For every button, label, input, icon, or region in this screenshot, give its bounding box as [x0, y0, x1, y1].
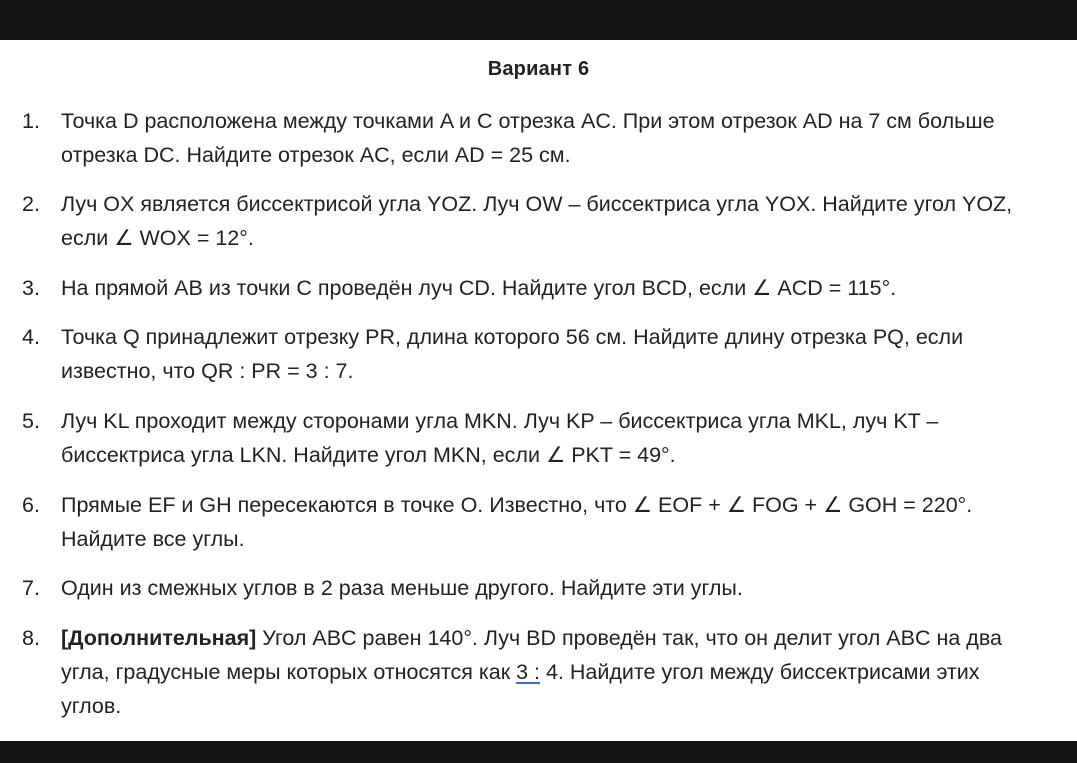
- task-line: Точка Q принадлежит отрезку PR, длина которого 56 см. Найдите длину отрезка PQ, если: [61, 325, 964, 349]
- task-text: [61, 404, 1062, 472]
- task-number: 4.: [22, 325, 40, 349]
- task-line: если ∠ WOX = 12°.: [61, 226, 254, 250]
- task-number: 1.: [22, 109, 40, 133]
- task-line: известно, что QR : PR = 3 : 7.: [61, 359, 354, 383]
- task-line: Один из смежных углов в 2 раза меньше другого. Найдите эти углы.: [61, 576, 743, 600]
- page-title: Вариант 6: [487, 58, 590, 80]
- task-line: отрезка DC. Найдите отрезок AC, если AD = 25 см.: [61, 143, 571, 167]
- task-text: [61, 621, 1062, 723]
- task-number: 3.: [22, 276, 40, 300]
- task-line: Прямые EF и GH пересекаются в точке O. Известно, что ∠ EOF + ∠ FOG + ∠ GOH = 220°.: [61, 493, 973, 517]
- underlined-ratio: 3 :: [516, 660, 540, 684]
- task-8: [22, 621, 1062, 723]
- task-line: Точка D расположена между точками A и C отрезка AC. При этом отрезок AD на 7 см больше: [61, 109, 995, 133]
- task-text: [61, 104, 1062, 172]
- task-number: 6.: [22, 493, 40, 517]
- task-line: [61, 655, 1062, 689]
- task-line: Луч OX является биссектрисой угла YOZ. Луч OW – биссектриса угла YOX. Найдите угол YOZ,: [61, 192, 1013, 216]
- task-text: [61, 320, 1062, 388]
- task-text: [61, 488, 1062, 556]
- task-6: [22, 488, 1062, 556]
- task-text: [61, 187, 1062, 255]
- task-text: [61, 571, 1062, 605]
- task-line: Луч KL проходит между сторонами угла MKN. Луч KP – биссектриса угла MKL, луч KT –: [61, 409, 939, 433]
- task-line: На прямой AB из точки C проведён луч CD. Найдите угол BCD, если ∠ ACD = 115°.: [61, 276, 897, 300]
- task-2: [22, 187, 1062, 255]
- task-number: 2.: [22, 192, 40, 216]
- bottom-dark-bar: [0, 741, 1077, 763]
- task-number: 7.: [22, 576, 40, 600]
- task-line: [61, 621, 1062, 655]
- task-text: [61, 271, 1062, 305]
- task-4: [22, 320, 1062, 388]
- task-number: 5.: [22, 409, 40, 433]
- task-line: углов.: [61, 694, 122, 718]
- task-line: биссектриса угла LKN. Найдите угол MKN, если ∠ PKT = 49°.: [61, 443, 676, 467]
- task-number: 8.: [22, 626, 40, 650]
- bonus-label: [Дополнительная]: [61, 626, 257, 650]
- task-7: [22, 571, 1062, 605]
- task-line-part: 4. Найдите угол между биссектрисами этих: [540, 660, 980, 684]
- top-dark-bar: [0, 0, 1077, 40]
- task-line-rest: Угол ABC равен 140°. Луч BD проведён так, что он делит угол ABC на два: [256, 626, 1002, 650]
- task-5: [22, 404, 1062, 472]
- task-line: Найдите все углы.: [61, 527, 245, 551]
- task-1: [22, 104, 1062, 172]
- task-line-part: угла, градусные меры которых относятся как: [61, 660, 517, 684]
- task-3: [22, 271, 1062, 305]
- document-page: [0, 40, 1077, 741]
